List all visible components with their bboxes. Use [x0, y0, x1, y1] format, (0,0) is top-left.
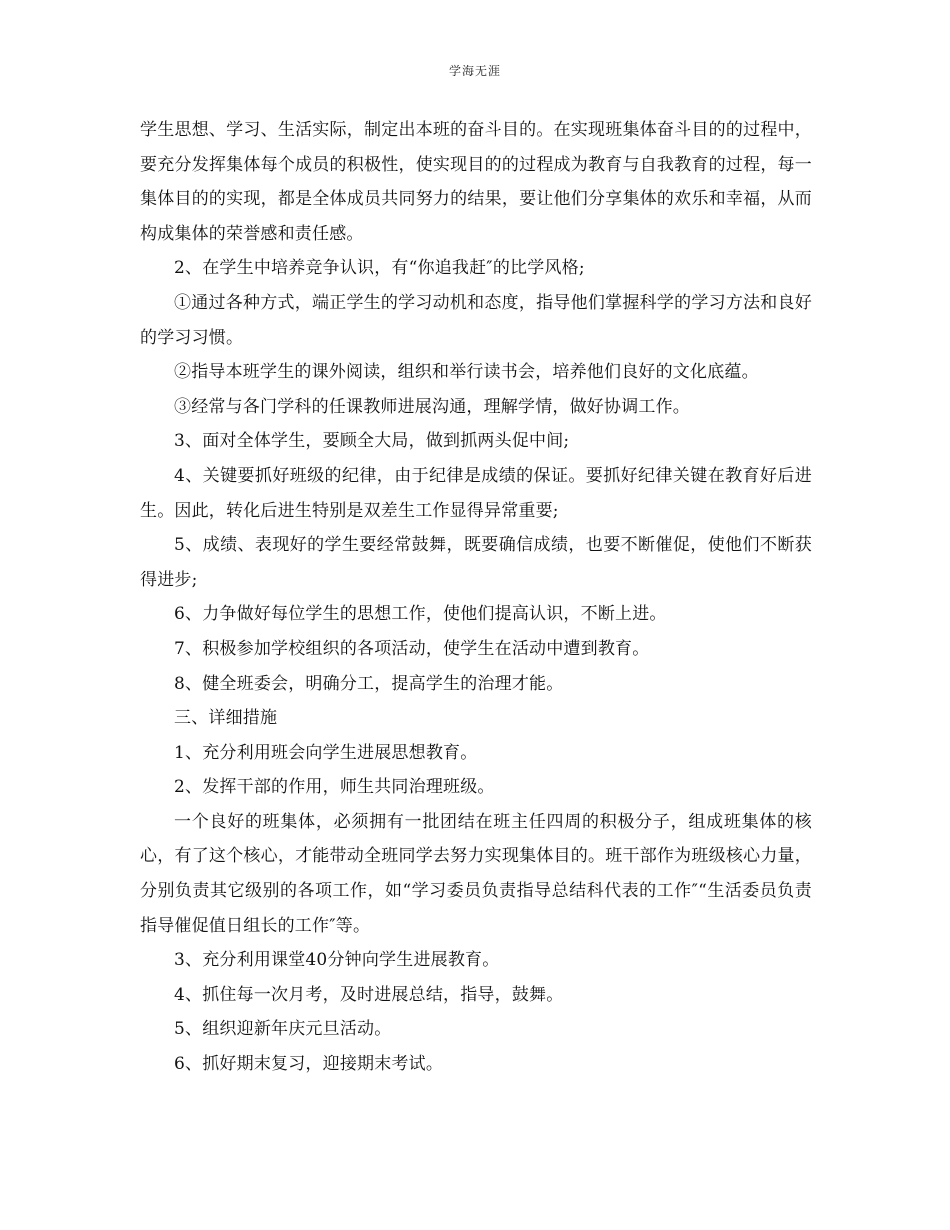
paragraph: 2、发挥干部的作用，师生共同治理班级。 [174, 777, 495, 798]
paragraph: 2、在学生中培养竞争认识，有“你追我赶″的比学风格; [174, 258, 585, 279]
paragraph: ③经常与各门学科的任课教师进展沟通，理解学情，做好协调工作。 [174, 396, 690, 417]
paragraph: 5、组织迎新年庆元旦活动。 [174, 1019, 392, 1040]
paragraph: 3、充分利用课堂40分钟向学生进展教育。 [174, 950, 500, 971]
paragraph: 1、充分利用班会向学生进展思想教育。 [174, 742, 478, 763]
paragraph: ①通过各种方式，端正学生的学习动机和态度，指导他们掌握科学的学习方法和良好的学习习惯。 [140, 292, 812, 348]
page-header: 学海无涯 [448, 64, 501, 78]
paragraph: 6、抓好期末复习，迎接期末考试。 [174, 1054, 444, 1075]
paragraph: 4、抓住每一次月考，及时进展总结，指导，鼓舞。 [174, 984, 564, 1005]
paragraph: 8、健全班委会，明确分工，提高学生的治理才能。 [174, 673, 564, 694]
section-heading: 三、详细措施 [174, 708, 278, 729]
paragraph: 3、面对全体学生，要顾全大局，做到抓两头促中间; [174, 431, 570, 452]
paragraph: 6、力争做好每位学生的思想工作，使他们提高认识，不断上进。 [174, 604, 667, 625]
paragraph: 学生思想、学习、生活实际，制定出本班的奋斗目的。在实现班集体奋斗目的的过程中，要充分发挥集体每个成员的积极性，使实现目的的过程成为教育与自我教育的过程，每一集体目的的实现，都是全体成员共同努力的结果，要让他们分享集体的欢乐和幸福，从而构成集体的荣誉感和责任感。 [140, 120, 812, 244]
paragraph: 一个良好的班集体，必须拥有一批团结在班主任四周的积极分子，组成班集体的核心，有了这个核心，才能带动全班同学去努力实现集体目的。班干部作为班级核心力量，分别负责其它级别的各项工作，如“学习委员负责指导总结科代表的工作″“生活委员负责指导催促值日组长的工作″等。 [140, 811, 812, 936]
paragraph: 7、积极参加学校组织的各项活动，使学生在活动中遭到教育。 [174, 638, 650, 659]
paragraph: 5、成绩、表现好的学生要经常鼓舞，既要确信成绩，也要不断催促，使他们不断获得进步; [140, 535, 812, 590]
document-body [140, 113, 812, 1082]
paragraph: ②指导本班学生的课外阅读，组织和举行读书会，培养他们良好的文化底蕴。 [174, 362, 759, 383]
paragraph: 4、关键要抓好班级的纪律，由于纪律是成绩的保证。要抓好纪律关键在教育好后进生。因此，转化后进生特别是双差生工作显得异常重要; [140, 465, 812, 521]
